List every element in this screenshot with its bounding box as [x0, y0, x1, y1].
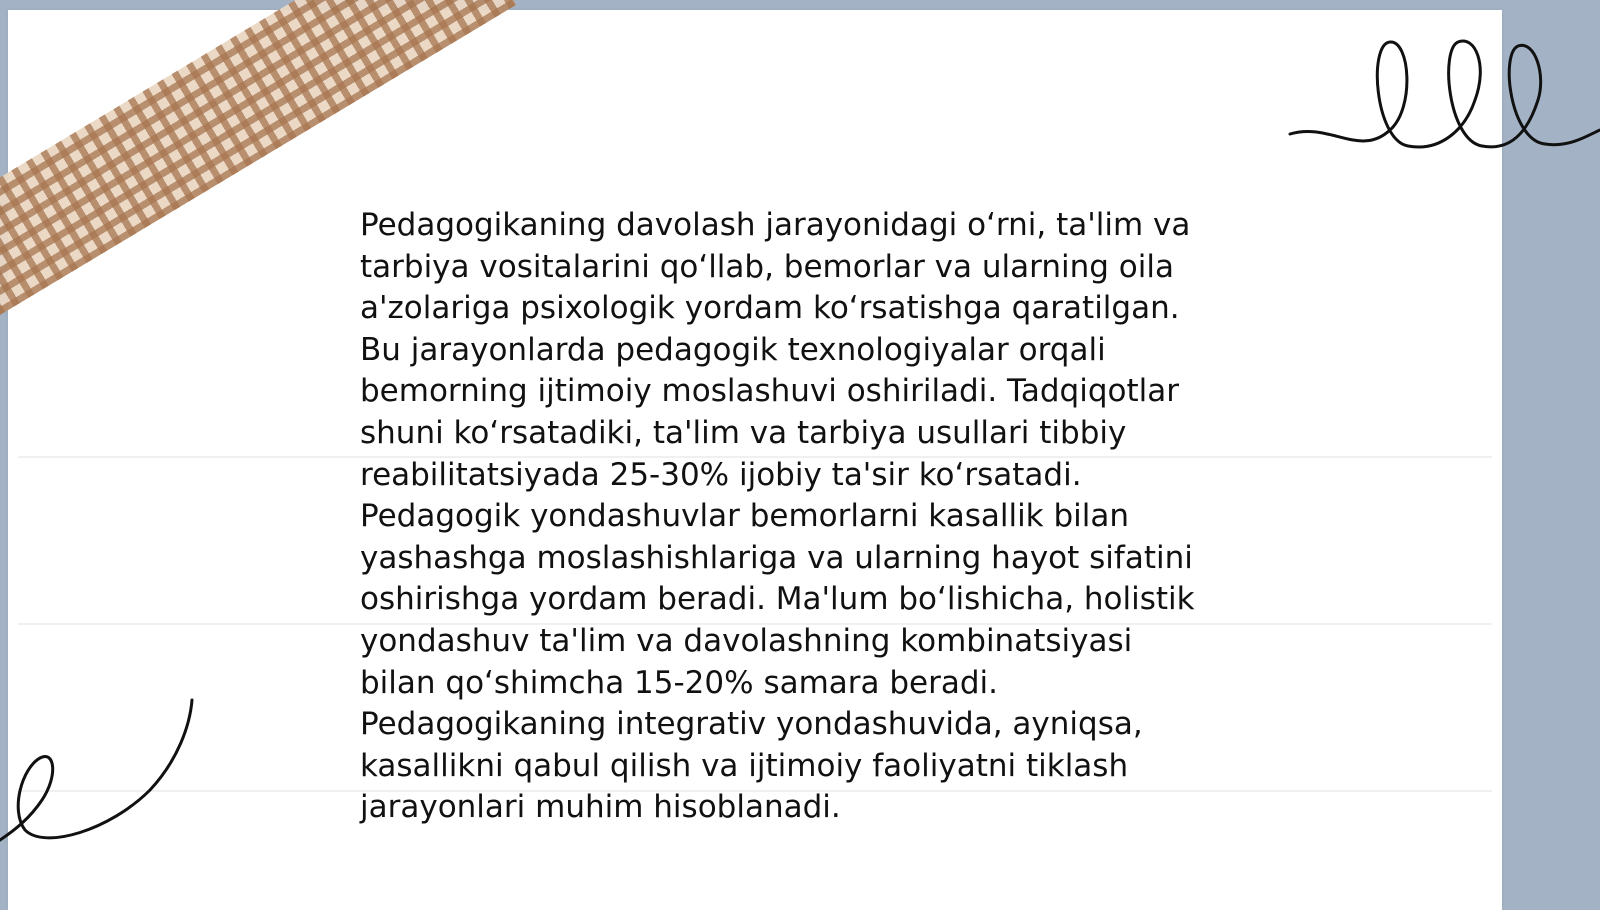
loop-scribble-icon	[1290, 30, 1600, 170]
body-paragraph: Pedagogikaning davolash jarayonidagi o‘rni, ta'lim va tarbiya vositalarini qo‘llab, bemorlar va ularning oila a'zolariga psixologik yordam ko‘rsatishga qaratilgan. Bu jarayonlarda pedagogik texnologiyalar orqali bemorning ijtimoiy moslashuvi oshiriladi. Tadqiqotlar shuni ko‘rsatadiki, ta'lim va tarbiya usullari tibbiy reabilitatsiyada 25-30% ijobiy ta'sir ko‘rsatadi. Pedagogik yondashuvlar bemorlarni kasallik bilan yashashga moslashishlariga va ularning hayot sifatini oshirishga yordam beradi. Ma'lum bo‘lishicha, holistik yondashuv ta'lim va davolashning kombinatsiyasi bilan qo‘shimcha 15-20% samara beradi. Pedagogikaning integrativ yondashuvida, ayniqsa, kasallikni qabul qilish va ijtimoiy faoliyatni tiklash jarayonlari muhim hisoblanadi.	[360, 207, 1195, 826]
swirl-scribble-icon	[0, 700, 200, 850]
